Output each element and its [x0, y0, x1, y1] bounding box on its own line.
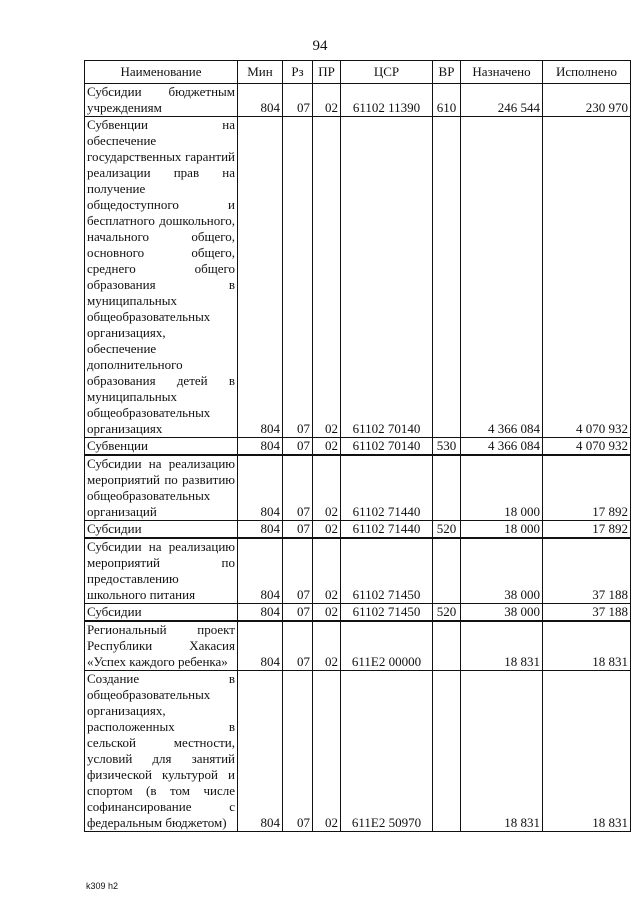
row-name: Субсидии на реализацию мероприятий по предоставлению школьного питания: [85, 538, 238, 604]
row-csr: 611E2 50970: [341, 671, 433, 832]
row-assigned: 18 000: [461, 521, 543, 539]
row-assigned: 18 831: [461, 671, 543, 832]
header-name: Наименование: [85, 61, 238, 84]
row-assigned: 246 544: [461, 84, 543, 117]
row-assigned: 4 366 084: [461, 117, 543, 438]
row-name: Субсидии: [85, 521, 238, 539]
row-executed: 4 070 932: [543, 438, 631, 456]
budget-table: [84, 60, 631, 832]
row-csr: 611E2 00000: [341, 621, 433, 671]
row-pr: 02: [313, 671, 341, 832]
page-number: 94: [312, 38, 328, 54]
table-row: [85, 455, 631, 521]
row-name: Субсидии на реализацию мероприятий по развитию общеобразовательных организаций: [85, 455, 238, 521]
row-csr: 61102 71450: [341, 604, 433, 622]
row-min: 804: [238, 604, 283, 622]
row-vr: [433, 117, 461, 438]
row-assigned: 18 000: [461, 455, 543, 521]
row-rz: 07: [283, 84, 313, 117]
row-csr: 61102 11390: [341, 84, 433, 117]
row-executed: 37 188: [543, 604, 631, 622]
row-rz: 07: [283, 117, 313, 438]
row-min: 804: [238, 438, 283, 456]
table-row: [85, 117, 631, 438]
row-executed: 4 070 932: [543, 117, 631, 438]
table-row: [85, 604, 631, 622]
row-executed: 17 892: [543, 455, 631, 521]
header-vr: ВР: [433, 61, 461, 84]
row-vr: [433, 538, 461, 604]
header-rz: Рз: [283, 61, 313, 84]
row-executed: 230 970: [543, 84, 631, 117]
row-min: 804: [238, 538, 283, 604]
row-pr: 02: [313, 455, 341, 521]
row-assigned: 38 000: [461, 538, 543, 604]
row-csr: 61102 70140: [341, 117, 433, 438]
row-csr: 61102 71440: [341, 521, 433, 539]
row-name: Субсидии бюджетным учреждениям: [85, 84, 238, 117]
row-assigned: 38 000: [461, 604, 543, 622]
row-name: Создание в общеобразовательных организациях, расположенных в сельской местности, условий для занятий физической культурой и спортом (в том числе софинансирование с федеральным бюджетом): [85, 671, 238, 832]
table-row: [85, 621, 631, 671]
row-min: 804: [238, 84, 283, 117]
table-header-row: [85, 61, 631, 84]
row-name: Региональный проект Республики Хакасия «Успех каждого ребенка»: [85, 621, 238, 671]
row-executed: 37 188: [543, 538, 631, 604]
row-csr: 61102 71440: [341, 455, 433, 521]
row-name: Субвенции: [85, 438, 238, 456]
row-pr: 02: [313, 604, 341, 622]
table-row: [85, 671, 631, 832]
row-assigned: 4 366 084: [461, 438, 543, 456]
table-row: [85, 521, 631, 539]
row-vr: 530: [433, 438, 461, 456]
header-pr: ПР: [313, 61, 341, 84]
row-min: 804: [238, 455, 283, 521]
row-name: Субвенции на обеспечение государственных гарантий реализации прав на получение общедоступного и бесплатного дошкольного, начального общего, основного общего, среднего общего образования в муниципальных общеобразовательных организациях, обеспечение дополнительного образования детей в муниципальных общеобразовательных организациях: [85, 117, 238, 438]
header-csr: ЦСР: [341, 61, 433, 84]
row-rz: 07: [283, 671, 313, 832]
row-vr: [433, 621, 461, 671]
row-pr: 02: [313, 621, 341, 671]
row-vr: 520: [433, 521, 461, 539]
row-assigned: 18 831: [461, 621, 543, 671]
row-rz: 07: [283, 604, 313, 622]
row-pr: 02: [313, 84, 341, 117]
row-min: 804: [238, 117, 283, 438]
table-row: [85, 538, 631, 604]
row-vr: [433, 455, 461, 521]
row-vr: [433, 671, 461, 832]
row-executed: 18 831: [543, 621, 631, 671]
row-rz: 07: [283, 455, 313, 521]
row-csr: 61102 70140: [341, 438, 433, 456]
row-rz: 07: [283, 621, 313, 671]
row-pr: 02: [313, 117, 341, 438]
row-executed: 18 831: [543, 671, 631, 832]
row-pr: 02: [313, 438, 341, 456]
row-min: 804: [238, 621, 283, 671]
row-pr: 02: [313, 538, 341, 604]
row-rz: 07: [283, 538, 313, 604]
header-min: Мин: [238, 61, 283, 84]
row-rz: 07: [283, 521, 313, 539]
row-name: Субсидии: [85, 604, 238, 622]
row-vr: 610: [433, 84, 461, 117]
table-row: [85, 438, 631, 456]
row-rz: 07: [283, 438, 313, 456]
footer-code: k309 h2: [86, 881, 119, 891]
row-executed: 17 892: [543, 521, 631, 539]
row-csr: 61102 71450: [341, 538, 433, 604]
row-vr: 520: [433, 604, 461, 622]
header-assigned: Назначено: [461, 61, 543, 84]
table-row: [85, 84, 631, 117]
row-pr: 02: [313, 521, 341, 539]
header-executed: Исполнено: [543, 61, 631, 84]
row-min: 804: [238, 521, 283, 539]
row-min: 804: [238, 671, 283, 832]
